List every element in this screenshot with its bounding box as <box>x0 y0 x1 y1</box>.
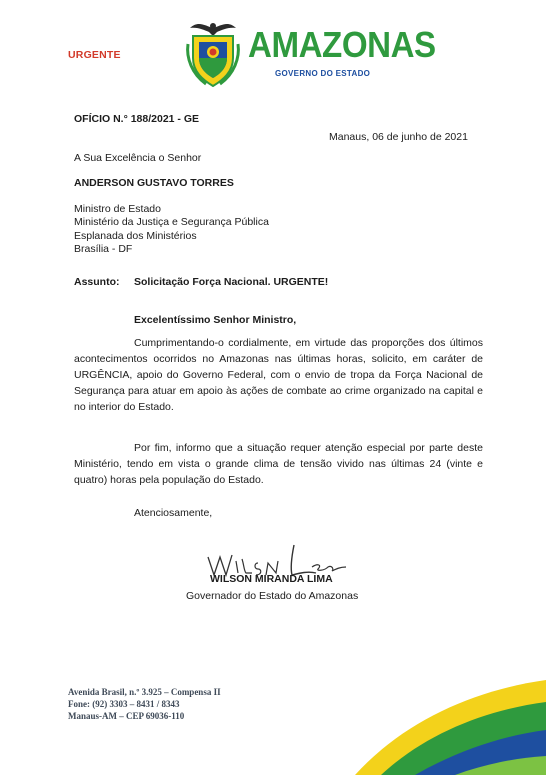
brand-subtitle: GOVERNO DO ESTADO <box>275 69 371 78</box>
address-line: Ministro de Estado <box>74 203 161 215</box>
footer-address <box>68 686 221 722</box>
brand-name: AMAZONAS <box>248 24 436 65</box>
footer-swoosh-graphic <box>345 660 546 775</box>
address-line: Esplanada dos Ministérios <box>74 229 197 242</box>
body-paragraph-text: Cumprimentando-o cordialmente, em virtude das proporções dos últimos acontecimentos ocorridos no Amazonas nas últimas horas, solicito, em caráter de URGÊNCIA, apoio do Governo Federal, com o envio de tropa da Força Nacional de Segurança para atuar em apoio às ações de combate ao crime organizado na capital e no interior do Estado. <box>74 337 483 413</box>
address-line: Brasília - DF <box>74 243 133 256</box>
document-reference: OFÍCIO N.° 188/2021 - GE <box>74 113 199 125</box>
salutation: Excelentíssimo Senhor Ministro, <box>134 314 297 326</box>
footer-line: Avenida Brasil, n.º 3.925 – Compensa II <box>68 687 221 697</box>
subject-label: Assunto: <box>74 276 120 288</box>
signer-title: Governador do Estado do Amazonas <box>186 590 359 602</box>
date-line: Manaus, 06 de junho de 2021 <box>329 131 468 143</box>
address-line: Ministério da Justiça e Segurança Pública <box>74 216 269 229</box>
footer-line: Manaus-AM – CEP 69036-110 <box>68 711 185 721</box>
recipient-name: ANDERSON GUSTAVO TORRES <box>74 177 234 189</box>
body-paragraph-text: Por fim, informo que a situação requer atenção especial por parte deste Ministério, tendo em vista o grande clima de tensão vivido nas últimas 24 (vinte e quatro) horas pela população do Estado. <box>74 442 483 486</box>
subject-line <box>74 276 328 289</box>
footer-line: Fone: (92) 3303 – 8431 / 8343 <box>68 699 180 709</box>
signer-name: WILSON MIRANDA LIMA <box>210 573 333 585</box>
urgent-label: URGENTE <box>68 49 121 61</box>
state-coat-of-arms-icon <box>184 14 242 90</box>
body-paragraph <box>74 336 483 416</box>
recipient-address <box>74 203 269 257</box>
addressee-greeting: A Sua Excelência o Senhor <box>74 152 202 164</box>
body-paragraph <box>74 441 483 489</box>
closing: Atenciosamente, <box>134 507 213 519</box>
subject-text: Solicitação Força Nacional. URGENTE! <box>134 276 329 288</box>
